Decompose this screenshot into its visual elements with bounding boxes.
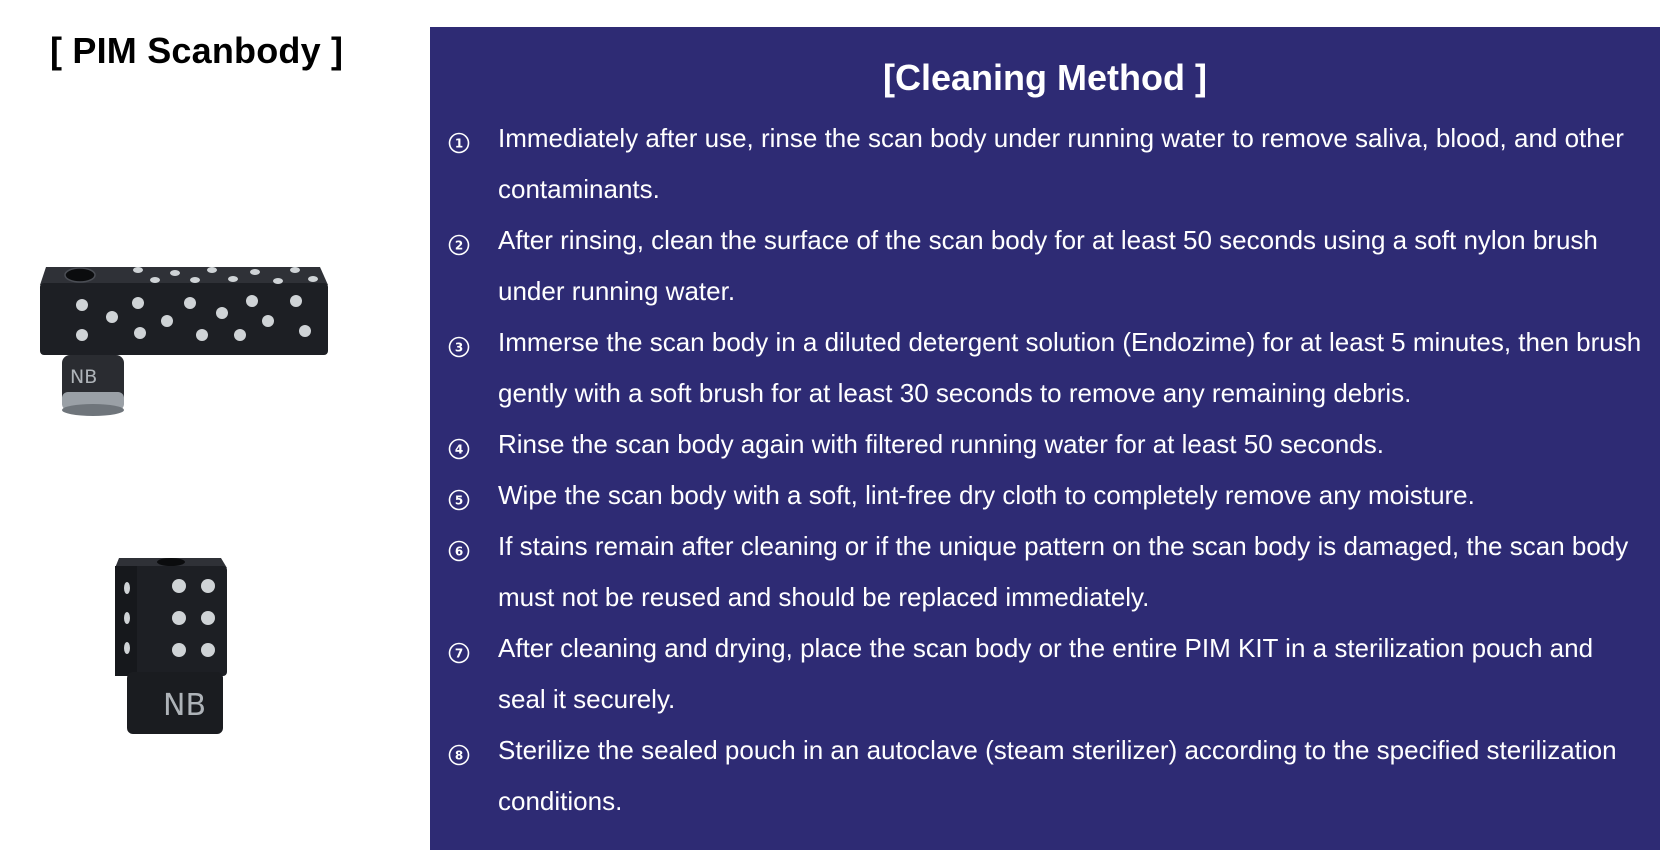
list-item <box>444 470 1654 521</box>
step-number-icon <box>444 638 474 668</box>
svg-text:1: 1 <box>454 136 464 151</box>
step-text: Sterilize the sealed pouch in an autoclave (steam sterilizer) according to the specified sterilization conditions. <box>498 735 1617 816</box>
list-item <box>444 521 1654 623</box>
list-item <box>444 725 1654 827</box>
step-number-icon <box>444 740 474 770</box>
svg-text:7: 7 <box>454 646 464 661</box>
step-number-icon <box>444 332 474 362</box>
svg-text:8: 8 <box>454 748 464 763</box>
step-text: If stains remain after cleaning or if the unique pattern on the scan body is damaged, the scan body must not be reused and should be replaced immediately. <box>498 531 1629 612</box>
svg-text:5: 5 <box>454 493 464 508</box>
step-text: Immerse the scan body in a diluted detergent solution (Endozime) for at least 5 minutes, then brush gently with a soft brush for at least 30 seconds to remove any remaining debris. <box>498 327 1642 408</box>
svg-text:4: 4 <box>454 442 464 457</box>
cleaning-method-panel <box>430 27 1660 850</box>
scanbody-bar-image <box>40 255 350 435</box>
step-number-icon <box>444 485 474 515</box>
list-item <box>444 113 1654 215</box>
step-number-icon <box>444 230 474 260</box>
list-item <box>444 623 1654 725</box>
step-number-icon <box>444 128 474 158</box>
step-number-icon <box>444 536 474 566</box>
step-text: Wipe the scan body with a soft, lint-free dry cloth to completely remove any moisture. <box>498 480 1475 510</box>
list-item <box>444 317 1654 419</box>
svg-text:6: 6 <box>454 544 464 559</box>
step-text: After rinsing, clean the surface of the scan body for at least 50 seconds using a soft nylon brush under running water. <box>498 225 1598 306</box>
step-text: Rinse the scan body again with filtered running water for at least 50 seconds. <box>498 429 1384 459</box>
steps-list <box>444 113 1654 827</box>
nb-mark-1: NB <box>70 366 98 388</box>
left-title: [ PIM Scanbody ] <box>50 30 344 71</box>
step-text: Immediately after use, rinse the scan body under running water to remove saliva, blood, and other contaminants. <box>498 123 1624 204</box>
scanbody-cube-image <box>115 550 250 740</box>
step-number-icon <box>444 434 474 464</box>
nb-mark-2: NB <box>163 688 207 723</box>
list-item <box>444 215 1654 317</box>
list-item <box>444 419 1654 470</box>
svg-text:2: 2 <box>454 238 464 253</box>
svg-text:3: 3 <box>454 340 464 355</box>
step-text: After cleaning and drying, place the scan body or the entire PIM KIT in a sterilization pouch and seal it securely. <box>498 633 1594 714</box>
panel-title: [Cleaning Method ] <box>883 57 1207 98</box>
